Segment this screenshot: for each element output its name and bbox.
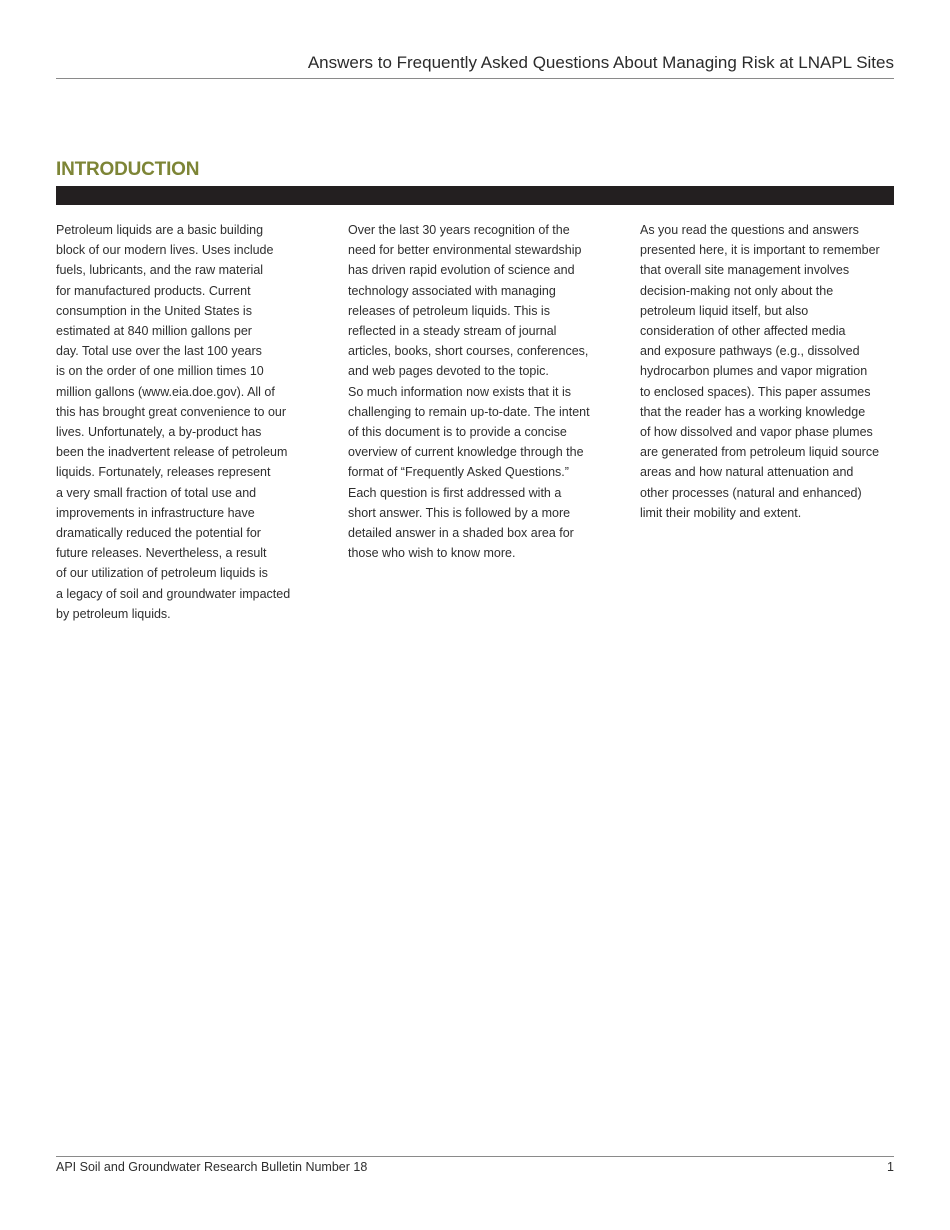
paragraph-line: decision-making not only about the (640, 283, 834, 298)
paragraph-line: million gallons (www.eia.doe.gov). All of (56, 384, 275, 399)
paragraph-line: detailed answer in a shaded box area for (348, 526, 574, 541)
paragraph-line: that the reader has a working knowledge (640, 404, 866, 419)
paragraph-line: future releases. Nevertheless, a result (56, 546, 267, 561)
paragraph-line: need for better environmental stewardship (348, 243, 582, 258)
paragraph-line: presented here, it is important to remember (640, 243, 880, 258)
paragraph-line: dramatically reduced the potential for (56, 526, 261, 541)
paragraph-line: for manufactured products. Current (56, 283, 251, 298)
paragraph-line: releases of petroleum liquids. This is (348, 303, 550, 318)
paragraph-line: Each question is first addressed with a (348, 485, 562, 500)
paragraph-line: So much information now exists that it is (348, 384, 572, 399)
paragraph-line: As you read the questions and answers (640, 223, 859, 237)
text-column-3 (640, 220, 894, 523)
paragraph-line: reflected in a steady stream of journal (348, 324, 557, 339)
section-heading: INTRODUCTION (56, 159, 200, 180)
paragraph-line: short answer. This is followed by a more (348, 505, 571, 520)
paragraph-line: are generated from petroleum liquid source (640, 445, 880, 460)
paragraph-line: and web pages devoted to the topic. (348, 364, 549, 379)
paragraph-line: areas and how natural attenuation and (640, 465, 854, 480)
paragraph-line: lives. Unfortunately, a by-product has (56, 425, 262, 440)
paragraph-line: limit their mobility and extent. (640, 505, 802, 520)
paragraph-line: to enclosed spaces). This paper assumes (640, 384, 871, 399)
paragraph-line: day. Total use over the last 100 years (56, 344, 262, 359)
paragraph-line: consumption in the United States is (56, 303, 252, 318)
paragraph-line: Petroleum liquids are a basic building (56, 223, 264, 237)
paragraph-line: a legacy of soil and groundwater impacted (56, 586, 291, 601)
text-column-2 (348, 220, 600, 563)
paragraph-line: format of “Frequently Asked Questions.” (348, 465, 569, 480)
paragraph-line: other processes (natural and enhanced) (640, 485, 862, 500)
paragraph-line: of this document is to provide a concise (348, 425, 567, 440)
paragraph-line: has driven rapid evolution of science and (348, 263, 575, 278)
paragraph-line: consideration of other affected media (640, 324, 846, 339)
paragraph-line: of how dissolved and vapor phase plumes (640, 425, 873, 440)
paragraph-line: petroleum liquid itself, but also (640, 303, 809, 318)
paragraph-line: liquids. Fortunately, releases represent (56, 465, 271, 480)
page-number: 1 (887, 1160, 894, 1174)
paragraph-line: is on the order of one million times 10 (56, 364, 264, 379)
text-column-1 (56, 220, 306, 624)
paragraph-line: Over the last 30 years recognition of the (348, 223, 570, 237)
paragraph-line: improvements in infrastructure have (56, 505, 255, 520)
footer-publication: API Soil and Groundwater Research Bulletin Number 18 (56, 1160, 368, 1174)
paragraph-line: and exposure pathways (e.g., dissolved (640, 344, 860, 359)
paragraph-line: by petroleum liquids. (56, 606, 171, 621)
paragraph-line: hydrocarbon plumes and vapor migration (640, 364, 868, 379)
header-title: Answers to Frequently Asked Questions About Managing Risk at LNAPL Sites (307, 53, 894, 72)
paragraph-line: that overall site management involves (640, 263, 850, 278)
paragraph-line: of our utilization of petroleum liquids is (56, 566, 268, 581)
paragraph-line: block of our modern lives. Uses include (56, 243, 274, 258)
paragraph-line: been the inadvertent release of petroleum (56, 445, 288, 460)
paragraph-line: articles, books, short courses, conferences, (348, 344, 589, 359)
heading-bar (56, 186, 894, 205)
paragraph-line: fuels, lubricants, and the raw material (56, 263, 264, 278)
page-footer (56, 1156, 894, 1179)
paragraph-line: technology associated with managing (348, 283, 556, 298)
page-header (56, 52, 894, 79)
paragraph-line: those who wish to know more. (348, 546, 516, 561)
paragraph-line: challenging to remain up-to-date. The intent (348, 404, 590, 419)
paragraph-line: overview of current knowledge through the (348, 445, 584, 460)
paragraph-line: estimated at 840 million gallons per (56, 324, 252, 339)
paragraph-line: a very small fraction of total use and (56, 485, 257, 500)
paragraph-line: this has brought great convenience to our (56, 404, 287, 419)
